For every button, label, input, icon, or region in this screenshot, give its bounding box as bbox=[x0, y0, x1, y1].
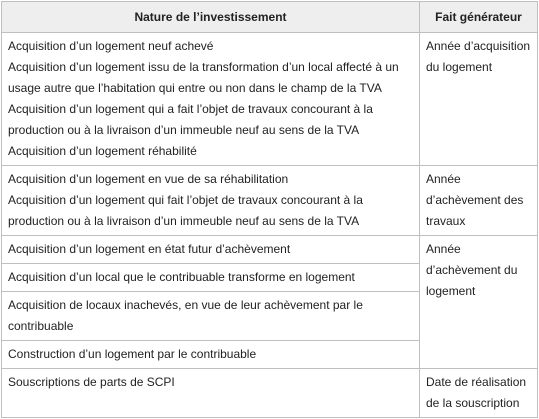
table-row bbox=[2, 369, 538, 418]
nature-line: Acquisition d’un logement en vue de sa réhabilitation bbox=[8, 172, 289, 186]
table-row bbox=[2, 33, 538, 166]
nature-cell-group-3-row-4: Construction d’un logement par le contribuable bbox=[2, 341, 420, 369]
nature-line: Acquisition d’un logement réhabilité bbox=[8, 144, 197, 158]
fait-cell-group-4: Date de réalisation de la souscription bbox=[420, 369, 538, 418]
nature-cell-group-2 bbox=[2, 166, 420, 236]
header-nature: Nature de l’investissement bbox=[2, 2, 420, 33]
nature-cell-group-4: Souscriptions de parts de SCPI bbox=[2, 369, 420, 418]
table-row bbox=[2, 166, 538, 236]
header-fait-generateur: Fait générateur bbox=[420, 2, 538, 33]
header-row bbox=[2, 2, 538, 33]
fait-cell-group-1: Année d’acquisition du logement bbox=[420, 33, 538, 166]
nature-line: Acquisition d’un logement issu de la transformation d’un local affecté à un usage autre que l’habitation qui entre ou non dans le champ de la TVA bbox=[8, 60, 399, 95]
fait-cell-group-3: Année d’achèvement du logement bbox=[420, 236, 538, 369]
nature-cell-group-3-row-1: Acquisition d’un logement en état futur d’achèvement bbox=[2, 236, 420, 264]
nature-line: Acquisition d’un logement qui fait l’objet de travaux concourant à la production ou à la livraison d’un immeuble neuf au sens de la TVA bbox=[8, 193, 363, 228]
table-row bbox=[2, 236, 538, 264]
nature-cell-group-1 bbox=[2, 33, 420, 166]
nature-cell-group-3-row-3: Acquisition de locaux inachevés, en vue de leur achèvement par le contribuable bbox=[2, 292, 420, 341]
investment-table bbox=[1, 1, 538, 418]
nature-line: Acquisition d’un logement qui a fait l’objet de travaux concourant à la production ou à la livraison d’un immeuble neuf au sens de la TVA bbox=[8, 102, 373, 137]
nature-cell-group-3-row-2: Acquisition d’un local que le contribuable transforme en logement bbox=[2, 264, 420, 292]
nature-line: Acquisition d’un logement neuf achevé bbox=[8, 39, 214, 53]
fait-cell-group-2: Année d’achèvement des travaux bbox=[420, 166, 538, 236]
